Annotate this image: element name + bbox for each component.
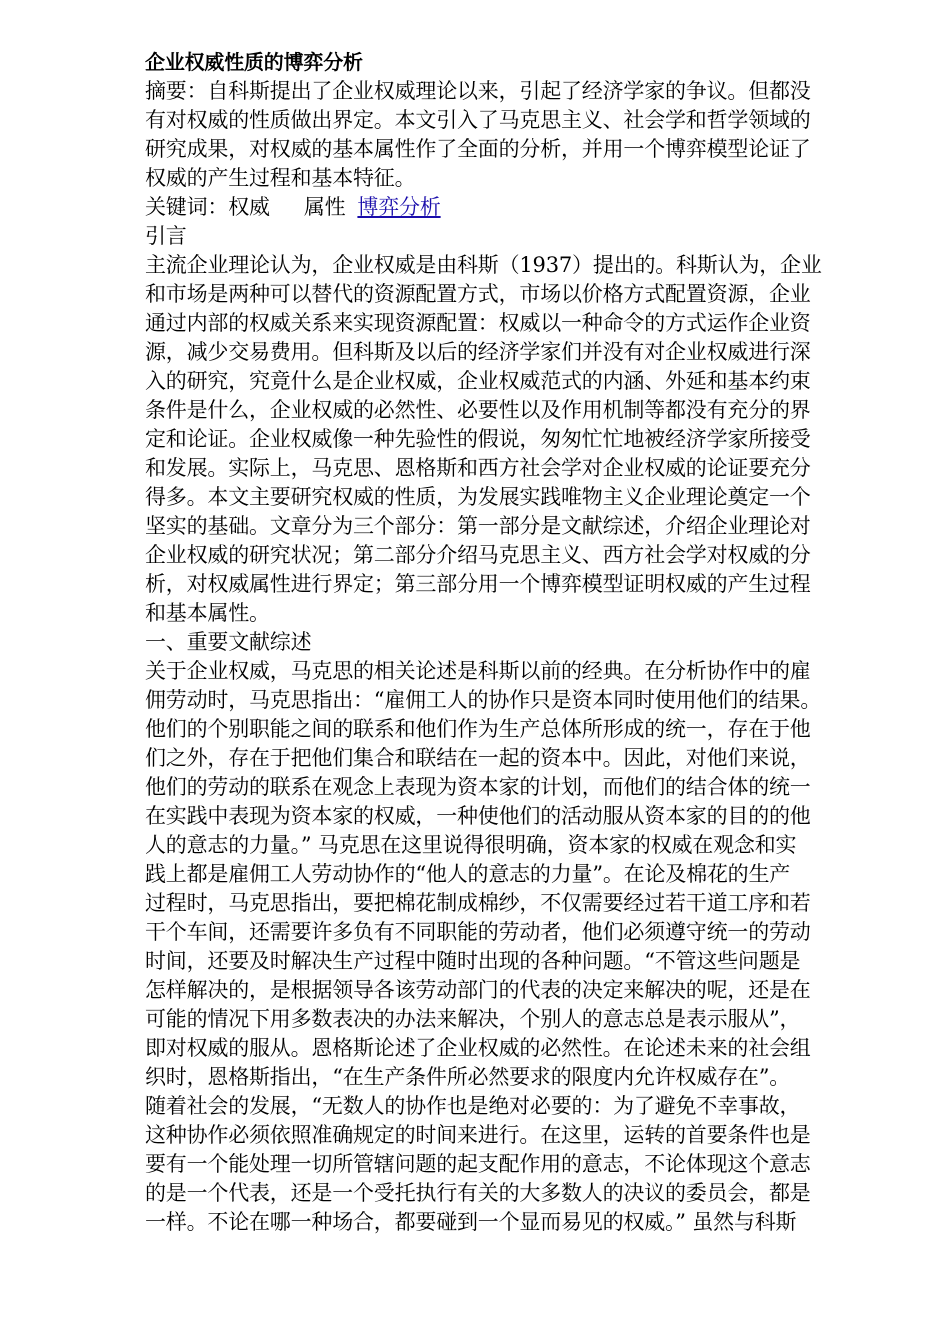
paragraph-line: 随着社会的发展，“无数人的协作也是绝对必要的：为了避免不幸事故， [145, 1094, 801, 1118]
paragraph-line: 主流企业理论认为，企业权威是由科斯（1937）提出的。科斯认为，企业 [145, 253, 822, 277]
paragraph-line: 时间，还要及时解决生产过程中随时出现的各种问题。“不管这些问题是 [145, 949, 801, 973]
paragraph-line: 入的研究，究竟什么是企业权威，企业权威范式的内涵、外延和基本约束 [145, 369, 811, 393]
document-title: 企业权威性质的博弈分析 [145, 50, 363, 74]
keywords-line [145, 193, 875, 222]
paragraph-line: 析，对权威属性进行界定；第三部分用一个博弈模型证明权威的产生过程 [145, 572, 811, 596]
paragraph-line: 的是一个代表，还是一个受托执行有关的大多数人的决议的委员会，都是 [145, 1181, 811, 1205]
paragraph-line: 通过内部的权威关系来实现资源配置：权威以一种命令的方式运作企业资 [145, 311, 811, 335]
abstract [145, 77, 875, 193]
paragraph-line: 可能的情况下用多数表决的办法来解决，个别人的意志总是表示服从”， [145, 1007, 801, 1031]
paragraph-line: 和基本属性。 [145, 601, 270, 625]
abstract-line: 摘要：自科斯提出了企业权威理论以来，引起了经济学家的争议。但都没 [145, 79, 811, 103]
paragraph-line: 过程时，马克思指出，要把棉花制成棉纱，不仅需要经过若干道工序和若 [145, 891, 811, 915]
keyword-link[interactable]: 博弈分析 [357, 195, 441, 219]
intro-heading: 引言 [145, 224, 187, 248]
paragraph-line: 怎样解决的，是根据领导各该劳动部门的代表的决定来解决的呢，还是在 [145, 978, 811, 1002]
paragraph-line: 他们的个别职能之间的联系和他们作为生产总体所形成的统一，存在于他 [145, 717, 811, 741]
abstract-line: 研究成果，对权威的基本属性作了全面的分析，并用一个博弈模型论证了 [145, 137, 811, 161]
paragraph-line: 这种协作必须依照准确规定的时间来进行。在这里，运转的首要条件也是 [145, 1123, 811, 1147]
paragraph-line: 佣劳动时，马克思指出：“雇佣工人的协作只是资本同时使用他们的结果。 [145, 688, 822, 712]
paragraph-line: 源，减少交易费用。但科斯及以后的经济学家们并没有对企业权威进行深 [145, 340, 811, 364]
keywords-label: 关键词： [145, 195, 229, 219]
document-page [145, 48, 875, 1237]
paragraph-line: 要有一个能处理一切所管辖问题的起支配作用的意志，不论体现这个意志 [145, 1152, 811, 1176]
paragraph-line: 和发展。实际上，马克思、恩格斯和西方社会学对企业权威的论证要充分 [145, 456, 811, 480]
paragraph-line: 织时，恩格斯指出，“在生产条件所必然要求的限度内允许权威存在”。 [145, 1065, 791, 1089]
abstract-line: 有对权威的性质做出界定。本文引入了马克思主义、社会学和哲学领域的 [145, 108, 811, 132]
abstract-line: 权威的产生过程和基本特征。 [145, 166, 416, 190]
paragraph-line: 干个车间，还需要许多负有不同职能的劳动者，他们必须遵守统一的劳动 [145, 920, 811, 944]
keyword: 属性 [303, 195, 346, 219]
intro-paragraph [145, 251, 875, 628]
paragraph-line: 们之外，存在于把他们集合和联结在一起的资本中。因此，对他们来说， [145, 746, 811, 770]
paragraph-line: 企业权威的研究状况；第二部分介绍马克思主义、西方社会学对权威的分 [145, 543, 811, 567]
paragraph-line: 践上都是雇佣工人劳动协作的“他人的意志的力量”。在论及棉花的生产 [145, 862, 791, 886]
paragraph-line: 人的意志的力量。” 马克思在这里说得很明确，资本家的权威在观念和实 [145, 833, 797, 857]
paragraph-line: 和市场是两种可以替代的资源配置方式，市场以价格方式配置资源，企业 [145, 282, 811, 306]
paragraph-line: 得多。本文主要研究权威的性质，为发展实践唯物主义企业理论奠定一个 [145, 485, 811, 509]
paragraph-line: 条件是什么，企业权威的必然性、必要性以及作用机制等都没有充分的界 [145, 398, 811, 422]
paragraph-line: 即对权威的服从。恩格斯论述了企业权威的必然性。在论述未来的社会组 [145, 1036, 811, 1060]
section1-paragraph [145, 657, 875, 1237]
paragraph-line: 关于企业权威，马克思的相关论述是科斯以前的经典。在分析协作中的雇 [145, 659, 811, 683]
keyword: 权威 [228, 195, 270, 219]
paragraph-line: 在实践中表现为资本家的权威，一种使他们的活动服从资本家的目的的他 [145, 804, 811, 828]
paragraph-line: 一样。不论在哪一种场合，都要碰到一个显而易见的权威。” 虽然与科斯 [145, 1210, 797, 1234]
paragraph-line: 他们的劳动的联系在观念上表现为资本家的计划，而他们的结合体的统一 [145, 775, 811, 799]
section-heading: 一、重要文献综述 [145, 630, 312, 654]
paragraph-line: 定和论证。企业权威像一种先验性的假说，匆匆忙忙地被经济学家所接受 [145, 427, 811, 451]
paragraph-line: 坚实的基础。文章分为三个部分：第一部分是文献综述，介绍企业理论对 [145, 514, 811, 538]
